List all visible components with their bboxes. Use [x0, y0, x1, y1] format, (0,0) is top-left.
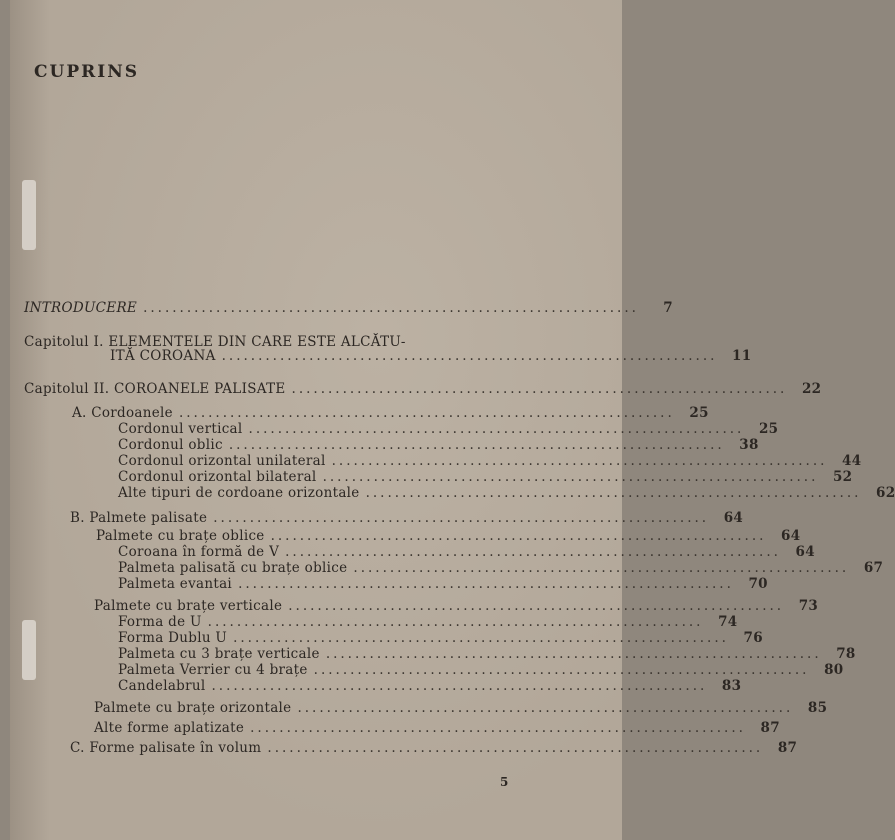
toc-entry-page: 64 — [723, 510, 744, 526]
toc-entry — [24, 381, 822, 397]
toc-entry-label: Cordonul orizontal unilateral — [118, 453, 326, 469]
toc-entry-page: 87 — [760, 720, 780, 736]
toc-entry — [96, 528, 801, 544]
dot-leader: .................................................................... — [365, 485, 862, 501]
toc-entry-label: C. Forme palisate în volum — [70, 740, 262, 756]
toc-entry-page: 73 — [798, 598, 819, 614]
toc-entry-label: Forma de U — [118, 614, 202, 630]
dot-leader: .................................................................... — [228, 437, 725, 453]
toc-entry-page: 67 — [863, 560, 884, 576]
toc-entry — [118, 678, 742, 694]
toc-entry — [118, 576, 768, 592]
toc-entry-label: Palmeta evantai — [118, 576, 233, 592]
toc-entry-page: 22 — [801, 381, 822, 397]
toc-entry-page: 87 — [777, 740, 798, 756]
toc-entry — [94, 598, 819, 614]
toc-entry-label: Cordonul oblic — [118, 437, 223, 453]
dot-leader: .................................................................... — [288, 598, 785, 614]
toc-entry — [94, 720, 780, 736]
dot-leader: .................................................................... — [285, 544, 781, 560]
toc-entry-label: ITĂ COROANA — [110, 348, 216, 364]
dot-leader: .................................................................... — [313, 662, 810, 678]
toc-entry-label: Forma Dublu U — [118, 630, 228, 646]
toc-entry-label: Capitolul I. ELEMENTELE DIN CARE ESTE ALCĂTU- — [24, 334, 406, 350]
toc-entry-page: 52 — [832, 469, 853, 485]
toc-entry-label: A. Cordoanele — [72, 405, 173, 421]
toc-entry-label: Palmete cu brațe oblice — [96, 528, 265, 544]
toc-entry-label: Cordonul orizontal bilateral — [118, 469, 317, 485]
toc-entry — [118, 614, 738, 630]
dot-leader: .................................................................... — [331, 453, 828, 469]
toc-entry — [72, 405, 709, 421]
toc-entry — [118, 453, 862, 469]
toc-entry-label: Palmeta Verrier cu 4 brațe — [118, 662, 308, 678]
toc-entry-page: 25 — [689, 405, 709, 421]
dot-leader: .................................................................... — [322, 469, 819, 485]
toc-entry-label: INTRODUCERE — [24, 300, 138, 316]
toc-entry-page: 83 — [721, 678, 742, 694]
toc-entry — [70, 510, 744, 526]
toc-entry-page: 7 — [663, 300, 673, 316]
dot-leader: .................................................................... — [238, 576, 734, 592]
toc-entry — [118, 421, 779, 437]
toc-entry-page: 85 — [807, 700, 828, 716]
toc-entry-page: 70 — [748, 576, 768, 592]
toc-entry-label: Palmete cu brațe verticale — [94, 598, 283, 614]
toc-entry — [118, 437, 759, 453]
dot-leader: .................................................................... — [353, 560, 850, 576]
toc-entry-label: Alte tipuri de cordoane orizontale — [118, 485, 360, 501]
toc-entry-label: Cordonul vertical — [118, 421, 243, 437]
toc-entry — [70, 740, 798, 756]
dot-leader: .................................................................... — [291, 381, 788, 397]
toc-entry-label: Palmeta palisată cu brațe oblice — [118, 560, 348, 576]
dot-leader: .................................................................... — [213, 510, 710, 526]
page-number: 5 — [500, 775, 509, 789]
toc-entry — [94, 700, 828, 716]
dot-leader: .................................................................... — [211, 678, 708, 694]
toc-entry-page: 74 — [718, 614, 738, 630]
toc-entry-label: Alte forme aplatizate — [94, 720, 245, 736]
toc-entry — [118, 646, 856, 662]
toc-entry — [118, 469, 853, 485]
toc-entry-page: 38 — [739, 437, 759, 453]
toc-entry-label: Capitolul II. COROANELE PALISATE — [24, 381, 286, 397]
toc-entry — [110, 348, 752, 364]
dot-leader: .................................................................... — [248, 421, 745, 437]
toc-entry-label: Palmeta cu 3 brațe verticale — [118, 646, 320, 662]
page-title: CUPRINS — [34, 62, 140, 82]
dot-leader: .................................................................... — [178, 405, 675, 421]
dot-leader: .................................................................... — [221, 348, 718, 364]
toc-entry-page: 25 — [758, 421, 779, 437]
dot-leader: .................................................................... — [297, 700, 794, 716]
toc-entry-page: 44 — [842, 453, 862, 469]
toc-entry — [118, 544, 815, 560]
dot-leader: .................................................................... — [267, 740, 764, 756]
toc-entry-label: Coroana în formă de V — [118, 544, 280, 560]
dot-leader: .................................................................... — [325, 646, 822, 662]
toc-entry — [118, 662, 844, 678]
dot-leader: .................................................................... — [270, 528, 767, 544]
dot-leader: .................................................................... — [250, 720, 746, 736]
toc-entry-page: 11 — [732, 348, 752, 364]
toc-entry-label: Candelabrul — [118, 678, 206, 694]
dot-leader: .................................................................... — [143, 300, 639, 316]
dot-leader: .................................................................... — [207, 614, 704, 630]
binding-stitch — [22, 180, 36, 250]
toc-entry — [24, 300, 673, 316]
binding-stitch — [22, 620, 36, 680]
toc-entry-page: 64 — [795, 544, 815, 560]
toc-entry-page: 78 — [836, 646, 856, 662]
toc-entry-page: 76 — [743, 630, 763, 646]
toc-entry — [118, 630, 763, 646]
toc-entry-label: B. Palmete palisate — [70, 510, 208, 526]
toc-entry-label: Palmete cu brațe orizontale — [94, 700, 292, 716]
book-page — [10, 0, 895, 840]
toc-entry-page: 80 — [824, 662, 844, 678]
dot-leader: .................................................................... — [233, 630, 729, 646]
toc-entry-page: 64 — [781, 528, 801, 544]
toc-entry — [118, 560, 884, 576]
toc-entry — [118, 485, 895, 501]
toc-entry-page: 62 — [876, 485, 895, 501]
